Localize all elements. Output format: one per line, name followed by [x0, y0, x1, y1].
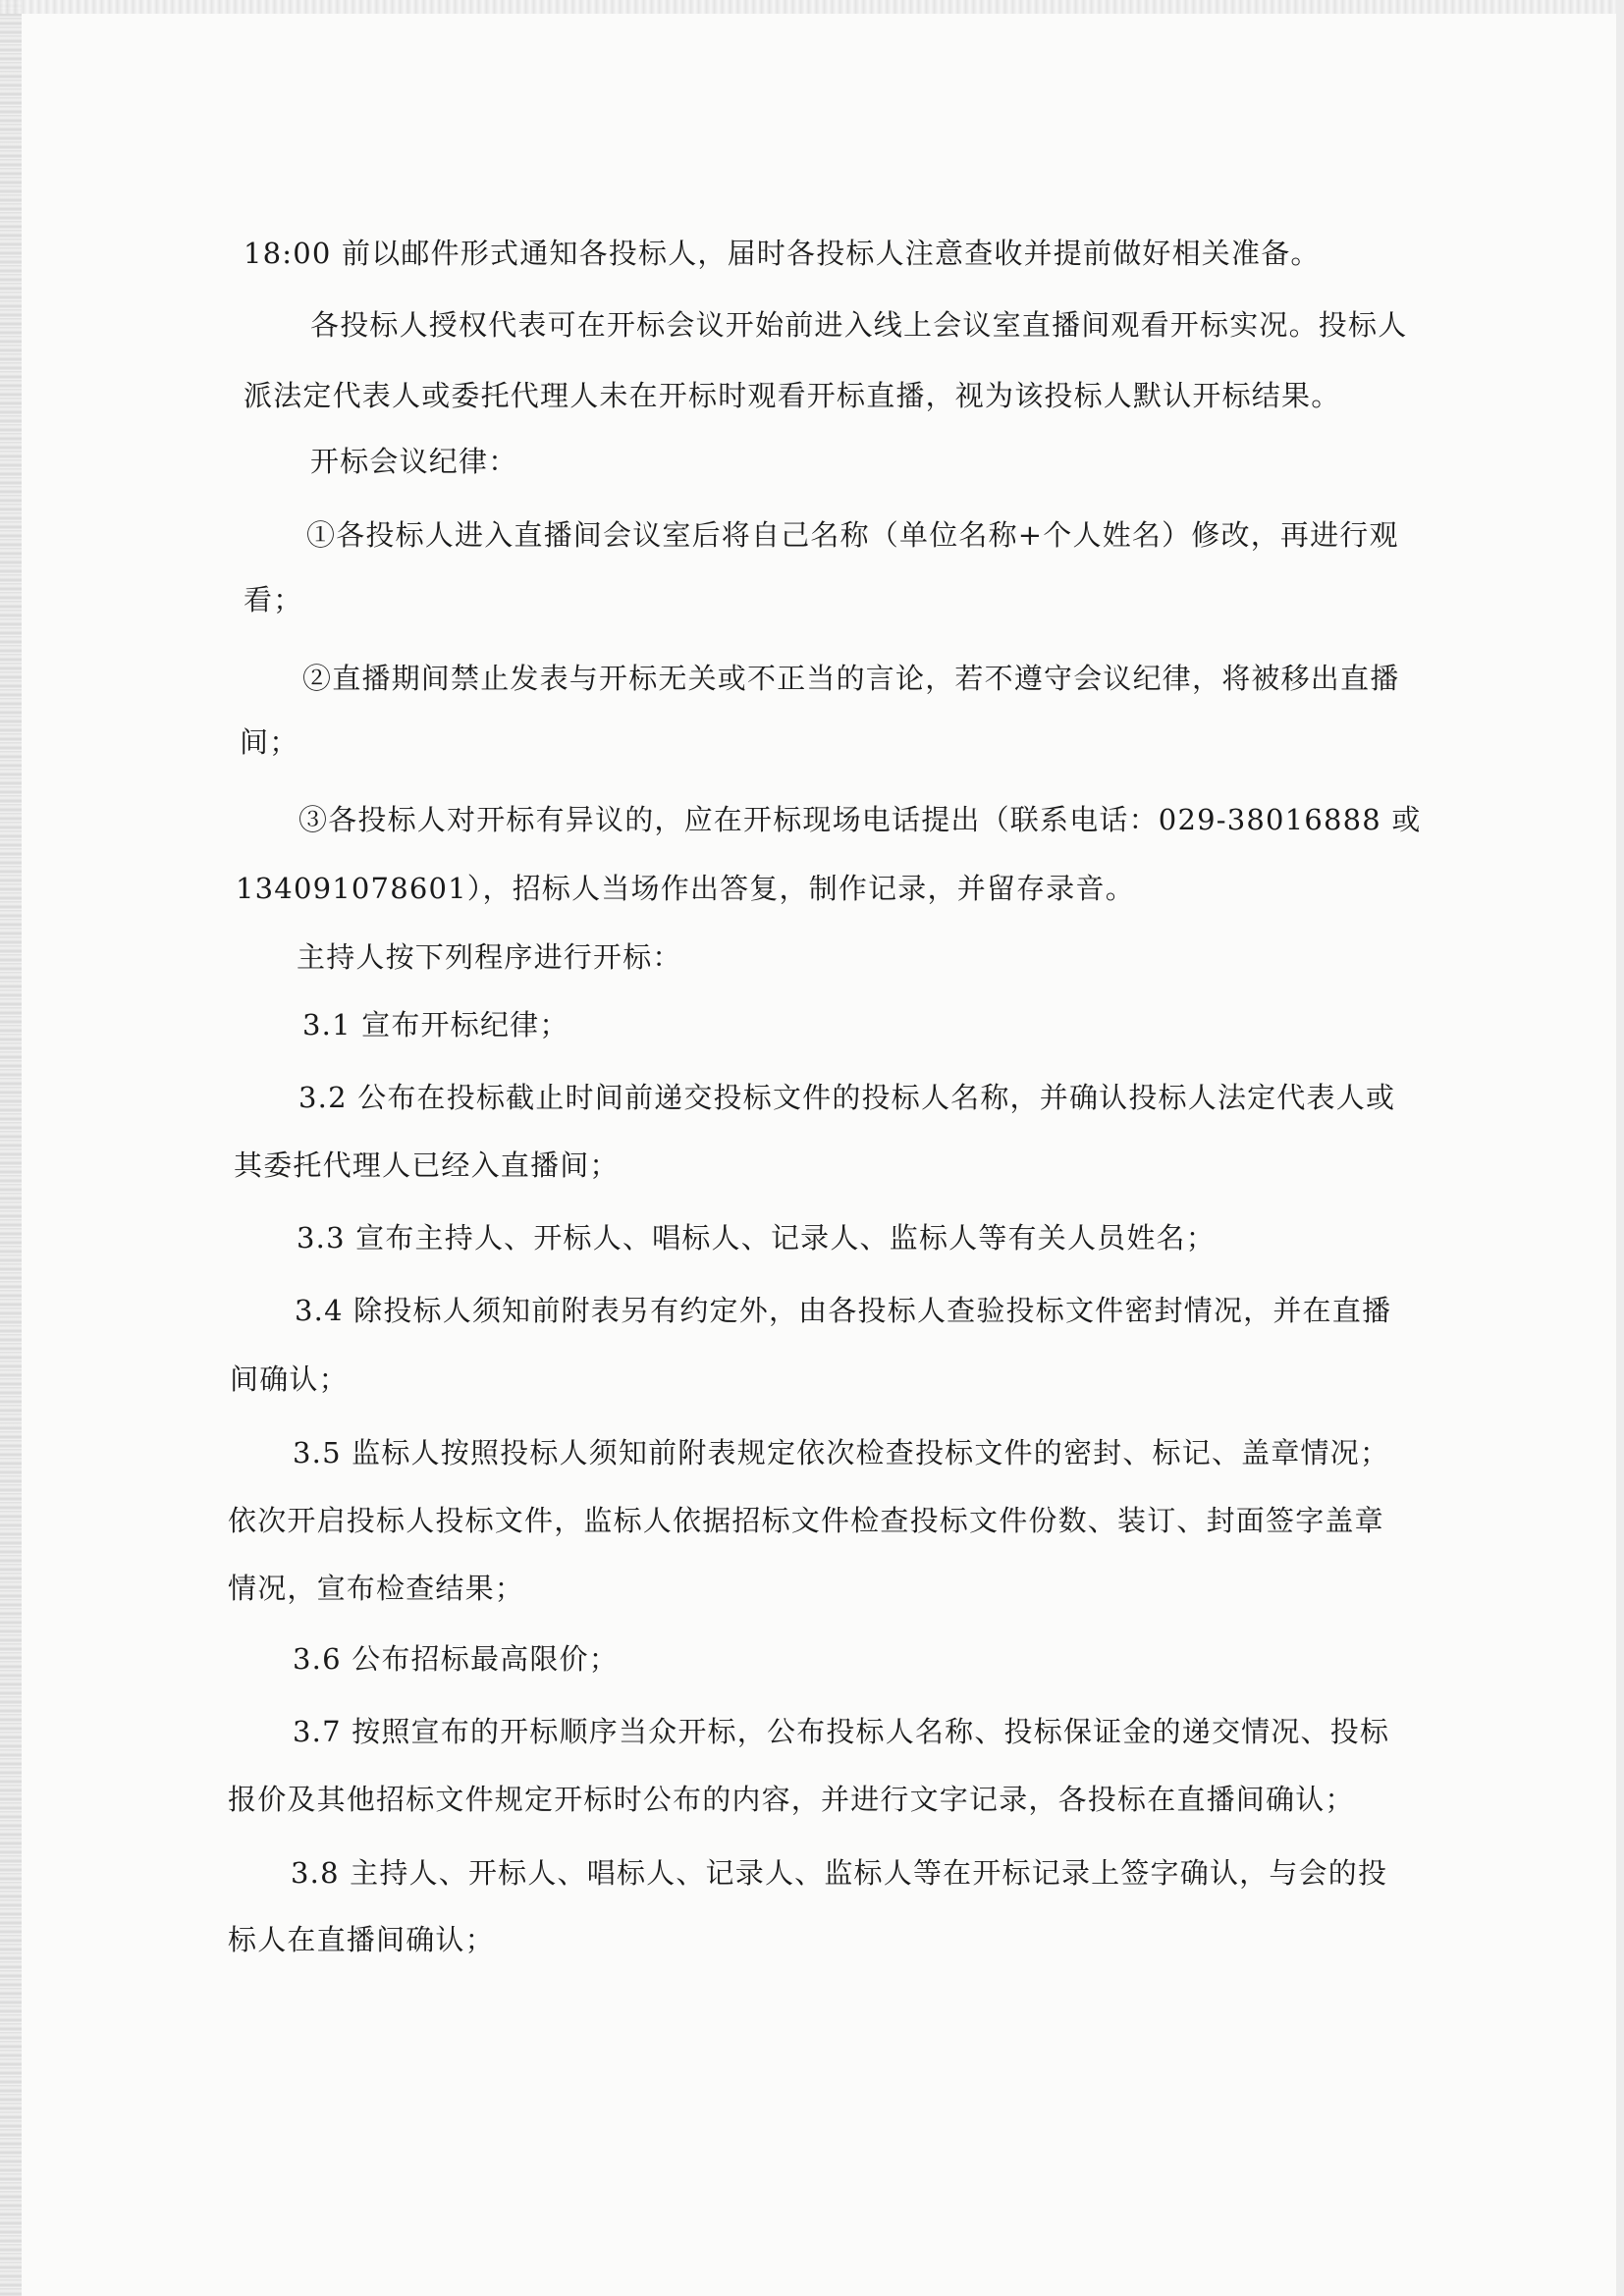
text-line: 3.7 按照宣布的开标顺序当众开标，公布投标人名称、投标保证金的递交情况、投标 — [293, 1715, 1390, 1748]
text-line: 间确认； — [230, 1362, 349, 1396]
text-line: 18:00 前以邮件形式通知各投标人，届时各投标人注意查收并提前做好相关准备。 — [244, 237, 1321, 270]
text-line: 报价及其他招标文件规定开标时公布的内容，并进行文字记录，各投标在直播间确认； — [228, 1783, 1355, 1816]
text-line: 3.8 主持人、开标人、唱标人、记录人、监标人等在开标记录上签字确认，与会的投 — [291, 1856, 1388, 1890]
text-line: 3.1 宣布开标纪律； — [302, 1008, 569, 1041]
text-line: 各投标人授权代表可在开标会议开始前进入线上会议室直播间观看开标实况。投标人 — [310, 308, 1408, 342]
text-line: 3.3 宣布主持人、开标人、唱标人、记录人、监标人等有关人员姓名； — [297, 1221, 1216, 1255]
text-line: 134091078601），招标人当场作出答复，制作记录，并留存录音。 — [236, 872, 1135, 905]
text-line: 情况，宣布检查结果； — [228, 1572, 525, 1605]
text-line: 派法定代表人或委托代理人未在开标时观看开标直播，视为该投标人默认开标结果。 — [244, 379, 1341, 412]
text-line: 3.4 除投标人须知前附表另有约定外，由各投标人查验投标文件密封情况，并在直播 — [295, 1294, 1392, 1327]
scan-left-edge — [0, 0, 22, 2296]
text-line: ①各投标人进入直播间会议室后将自己名称（单位名称+个人姓名）修改，再进行观 — [306, 518, 1399, 552]
text-line: ②直播期间禁止发表与开标无关或不正当的言论，若不遵守会议纪律，将被移出直播 — [302, 662, 1400, 695]
text-line: 标人在直播间确认； — [228, 1923, 495, 1956]
scan-right-edge — [1616, 0, 1624, 2296]
text-line: 开标会议纪律： — [310, 445, 518, 478]
text-line: 3.5 监标人按照投标人须知前附表规定依次检查投标文件的密封、标记、盖章情况； — [293, 1436, 1390, 1469]
scan-top-edge — [0, 0, 1624, 14]
text-line: 依次开启投标人投标文件，监标人依据招标文件检查投标文件份数、装订、封面签字盖章 — [228, 1504, 1384, 1537]
text-line: 看； — [244, 583, 303, 616]
text-line: 3.2 公布在投标截止时间前递交投标文件的投标人名称，并确认投标人法定代表人或 — [298, 1081, 1396, 1114]
text-line: 间； — [240, 725, 299, 759]
text-line: 其委托代理人已经入直播间； — [234, 1148, 620, 1182]
text-line: 3.6 公布招标最高限价； — [293, 1642, 619, 1676]
text-line: 主持人按下列程序进行开标： — [297, 940, 682, 974]
text-line: ③各投标人对开标有异议的，应在开标现场电话提出（联系电话：029-38016888 或 — [298, 803, 1422, 836]
